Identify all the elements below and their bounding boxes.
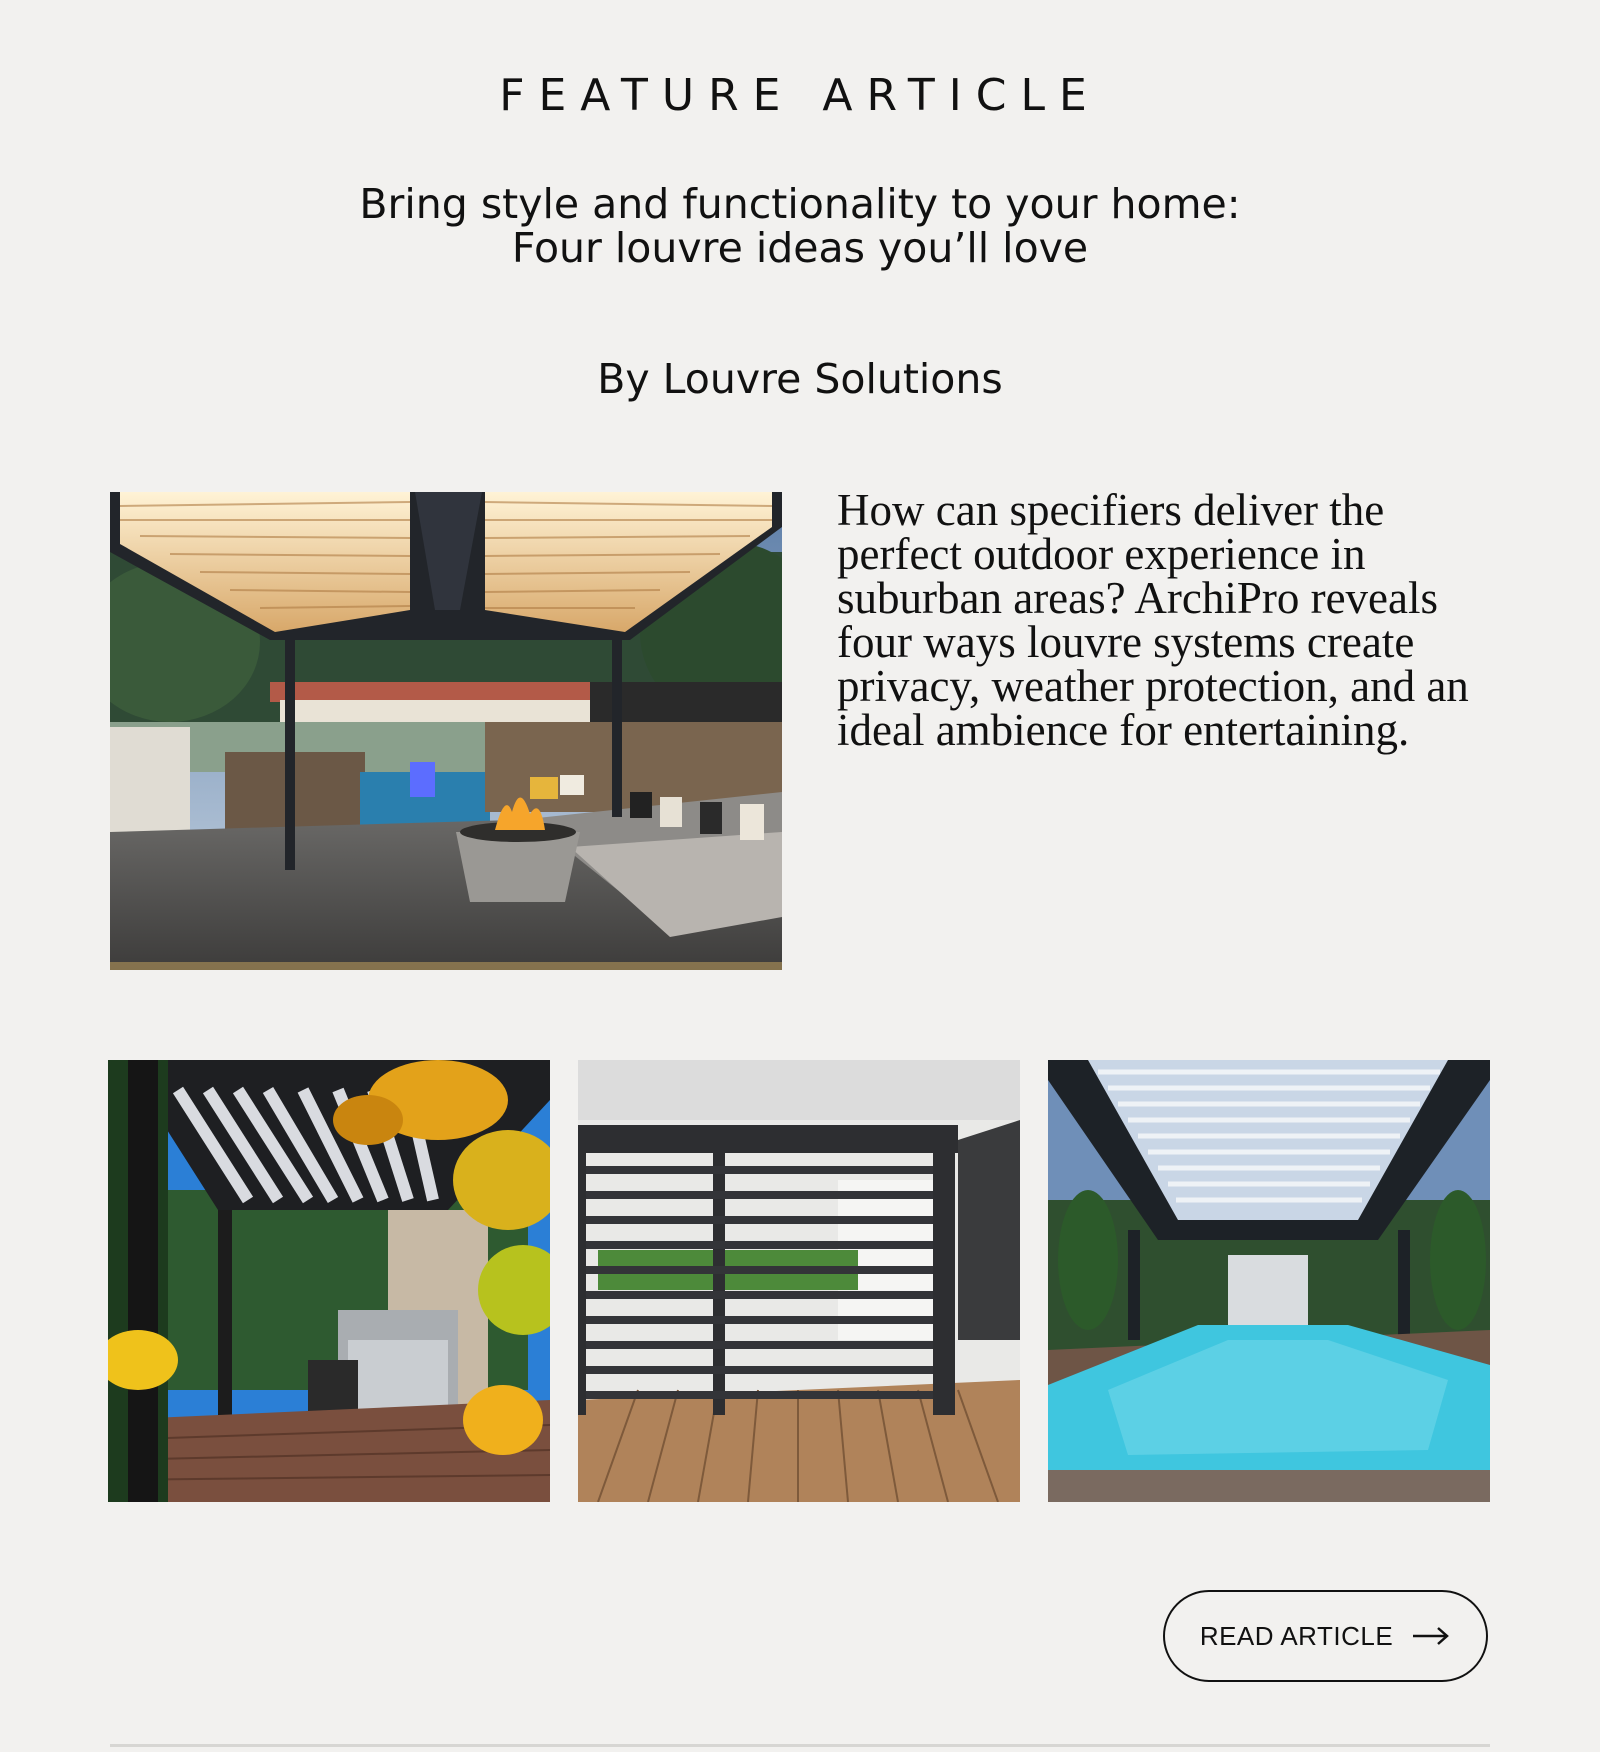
article-byline: By Louvre Solutions: [597, 355, 1003, 403]
article-intro: How can specifiers deliver the perfect outdoor experience in suburban areas? ArchiPro reveals four ways louvre systems create privacy, weather protection, and an ideal ambience for entertaining.: [837, 485, 1469, 755]
louvre-screen-deck-image: [578, 1060, 1020, 1502]
gallery-image-1[interactable]: [108, 1060, 550, 1502]
gallery-image-3[interactable]: [1048, 1060, 1490, 1502]
section-eyebrow: FEATURE ARTICLE: [499, 70, 1101, 121]
gallery-image-2[interactable]: [578, 1060, 1020, 1502]
article-title[interactable]: [200, 182, 1400, 270]
read-article-label: READ ARTICLE: [1199, 1620, 1394, 1651]
section-divider: [110, 1744, 1490, 1747]
autumn-louvre-bbq-image: [108, 1060, 550, 1502]
louvre-roof-pool-image: [1048, 1060, 1490, 1502]
article-title-line-1: Bring style and functionality to your home:: [359, 180, 1241, 228]
louvre-pergola-fire-pit-image: [110, 492, 782, 970]
article-title-line-2: Four louvre ideas you’ll love: [511, 224, 1089, 272]
arrow-right-icon: [1411, 1626, 1451, 1646]
hero-image[interactable]: [110, 492, 782, 970]
read-article-button[interactable]: [1163, 1590, 1488, 1682]
